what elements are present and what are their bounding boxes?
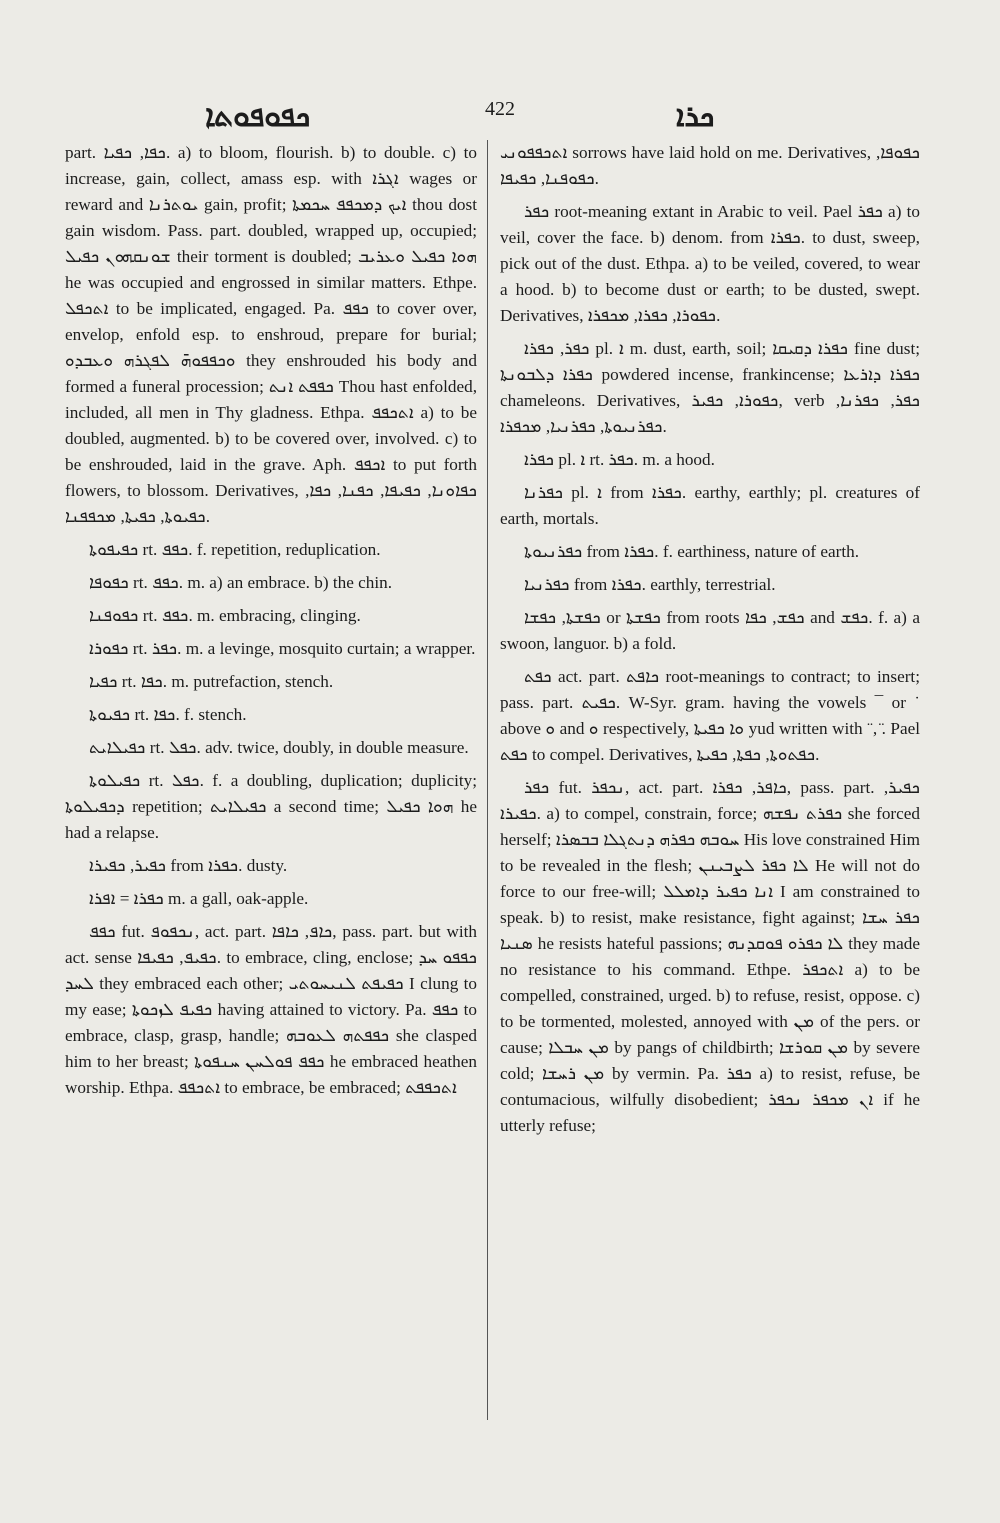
- entry-paragraph: ܟܦܪܢܝܐ from ܟܦܪܐ. earthly, terrestrial.: [524, 575, 776, 594]
- page-number: 422: [485, 98, 515, 120]
- entry-paragraph: ܟܦܪܐ pl. ܐ rt. ܟܦܪ. m. a hood.: [524, 450, 715, 469]
- entry-paragraph: ܟܦܬ act. part. ܟܐܦܬ root-meanings to contract; to insert; pass. part. ܟܦܝܬ. W-Syr. gram. having the vowels ¯ or ˙ above ܘ and ܘ respectively, ܘܐ ܟܦܝܬܐ yud written with ¨, ̈. Pael ܟܦܬ to compel. Derivatives, ܟܦܬܘܬܐ, ܟܦܬܐ, ܟܦܝܬܐ.: [500, 667, 920, 764]
- entry-paragraph: ܟܦܪ fut. ܢܟܦܪ, act. part. ܟܐܦܪ, ܟܦܪܐ, pass. part. ܟܦܝܪ, ܟܦܝܪܐ. a) to compel, constrain, force; ܟܦܪܬ ܢܦܫܗ she forced herself; ܚܘܒܗ ܟܦܪܗ ܕܢܬܓܠܐ ܒܒܣܪܐ His love constrained Him to be revealed in the flesh; ܠܐ ܟܦܪ ܠܨܒܝܢܢ He will not do force to our free-will; ܐܢܐ ܟܦܝܪ ܕܐܡܠܠ I am constrained to speak. b) to resist, make resistance, fight against; ܟܦܪ ܚܫܐ ܣܢܝܐ he resists hateful passions; ܠܐ ܟܦܪܘ ܦܘܩܕܢܗ they made no resistance to his command. Ethpe. ܐܬܟܦܪ a) to be compelled, constrained, urged. b) to refuse, resist, oppose. c) to be tormented, molested, annoyed with ܡܢ of the pers. or cause; ܡܢ ܚܒܠܐ by pangs of childbirth; ܡܢ ܩܘܪܫܐ by severe cold; ܡܢ ܪܚܫܐ by vermin. Pa. ܟܦܪ a) to resist, refuse, be contumacious, wilfully disobedient; ܐܢ ܡܟܦܪ ܢܟܦܪ if he utterly refuse;: [500, 778, 921, 1135]
- entry-paragraph: ܟܦܪܢܝܘܬܐ from ܟܦܪܐ. f. earthiness, nature of earth.: [524, 542, 860, 561]
- entry-paragraph: ܟܦܪ root-meaning extant in Arabic to veil. Pael ܟܦܪ a) to veil, cover the face. b) denom. from ܟܦܪܐ. to dust, sweep, pick out of the dust. Ethpa. a) to be veiled, covered, to wear a hood. b) to become dust or earth; to be dusted, swept. Derivatives, ܟܦܘܪܐ, ܟܦܪܐ, ܡܟܦܪܐ.: [500, 202, 920, 325]
- entry-paragraph: ܟܦܪ, ܟܦܪܐ pl. ܐ m. dust, earth, soil; ܟܦܪܐ ܕܩܝܩܐ fine dust; ܟܦܪܐ ܕܠܒܘܢܬܐ powdered incense, frankincense; ܟܦܪܐ ܕܐܪܥܐ chameleons. Derivatives, ܟܦܘܪܐ, ܟܦܝܪ, verb ܟܦܪ, ܟܦܪܢܐ, ܟܦܪܢܝܘܬܐ, ܟܦܪܢܝܐ, ܡܟܦܪܐ.: [500, 339, 920, 436]
- entry-paragraph: ܟܦܝܐ rt. ܟܦܐ. m. putrefaction, stench.: [89, 672, 334, 691]
- column-divider: [487, 140, 488, 1420]
- entry-paragraph: ܟܦܪܐ = ܐܦܪܐ m. a gall, oak-apple.: [89, 889, 309, 908]
- right-column: [500, 140, 920, 1146]
- entry-paragraph: ܟܦܘܪܐ rt. ܟܦܪ. m. a levinge, mosquito curtain; a wrapper.: [89, 639, 476, 658]
- entry-paragraph: ܟܦܝܘܬܐ rt. ܟܦܐ. f. stench.: [89, 705, 247, 724]
- entry-paragraph: ܟܦܫܬܐ, ܟܦܫܐ or ܟܦܫܬܐ from roots ܟܦܫ, ܟܦܐ and ܟܦܫ. f. a) a swoon, languor. b) a fold.: [500, 608, 920, 653]
- entry-paragraph: ܟܦܝܦܘܬܐ rt. ܟܦܦ. f. repetition, reduplication.: [89, 540, 381, 559]
- entry-paragraph: ܟܦܪܢܐ pl. ܐ from ܟܦܪܐ. earthy, earthly; pl. creatures of earth, mortals.: [500, 483, 920, 528]
- entry-paragraph: part. ܟܦܐ, ܟܦܝܐ. a) to bloom, flourish. b) to double. c) to increase, gain, collect, amass esp. with ܐܓܪܐ wages or reward and ܝܘܬܪܢܐ gain, profit; ܐܝܟ ܕܡܟܦܦ ܚܟܡܬܐ thou dost gain wisdom. Pass. part. doubled, wrapped up, occupied; ܫܘܢܩܗܘܢ ܟܦܝܠ their torment is doubled; ܗܘܐ ܟܦܝܠ ܘܥܪܝܒ he was occupied and engrossed in similar matters. Ethpe. ܐܬܟܦܠ to be implicated, engaged. Pa. ܟܦܦ to cover over, envelop, enfold esp. to enshroud, prepare for burial; ܘܟܦܦܘܗ̄ ܠܦܓܪܗ ܘܥܒܕܘ they enshrouded his body and formed a funeral procession; ܟܦܦܬ ܐܢܬ Thou hast enfolded, included, all men in Thy gladness. Ethpa. ܐܬܟܦܦ a) to be doubled, augmented. b) to be covered over, involved. c) to be enshrouded, laid in the grave. Aph. ܐܟܦܦ to put forth flowers, to blossom. Derivatives, ܟܦܐܘܢܐ, ܟܦܝܦܐ, ܟܦܢܐ, ܟܦܐ, ܟܦܝܘܬܐ, ܟܦܝܬܐ, ܡܟܦܦܢܐ.: [65, 143, 477, 526]
- entry-paragraph: ܟܦܝܪ, ܟܦܝܪܐ from ܟܦܪܐ. dusty.: [89, 856, 288, 875]
- entry-paragraph: ܟܦܝܠܐܝܬ rt. ܟܦܠ. adv. twice, doubly, in double measure.: [89, 738, 469, 757]
- page-header: [0, 96, 1000, 136]
- entry-paragraph: ܐܬܟܦܦܘܢܝ sorrows have laid hold on me. Derivatives, ܟܦܘܦܐ, ܟܦܘܦܢܐ, ܟܦܝܦܐ.: [500, 143, 920, 188]
- entry-paragraph: ܟܦܘܦܢܐ rt. ܟܦܦ. m. embracing, clinging.: [89, 606, 361, 625]
- running-head-left: ܟܦܘܦܘܬܐ: [205, 100, 311, 133]
- entry-paragraph: ܟܦܘܦܐ rt. ܟܦܦ. m. a) an embrace. b) the chin.: [89, 573, 393, 592]
- left-column: [65, 140, 477, 1108]
- entry-paragraph: ܟܦܝܠܘܬܐ rt. ܟܦܠ. f. a doubling, duplication; duplicity; ܕܟܦܝܠܘܬܐ repetition; ܟܦܝܠܐܝܬ a second time; ܗܘܐ ܟܦܝܠ he had a relapse.: [65, 771, 477, 842]
- running-head-right: ܟܪܐ: [676, 100, 715, 133]
- entry-paragraph: ܟܦܦ fut. ܢܟܦܘܦ, act. part. ܟܐܦ, ܟܐܦܐ, pass. part. but with act. sense ܟܦܝܦ, ܟܦܝܦܐ. to embrace, cling, enclose; ܟܦܦܘ ܚܕ ܠܚܕ they embraced each other; ܟܦܝܦܬ ܠܢܝܚܘܬܝ I clung to my ease; ܟܦܝܦ ܠܙܟܘܬܐ having attained to victory. Pa. ܟܦܦ to embrace, clasp, grasp, handle; ܟܦܦܬܗ ܠܥܘܒܗ she clasped him to her breast; ܟܦܦ ܦܘܠܚܢ ܚܢܦܘܬܐ he embraced heathen worship. Ethpa. ܐܬܟܦܦ to embrace, be embraced; ܐܬܟܦܦܬ: [65, 922, 478, 1097]
